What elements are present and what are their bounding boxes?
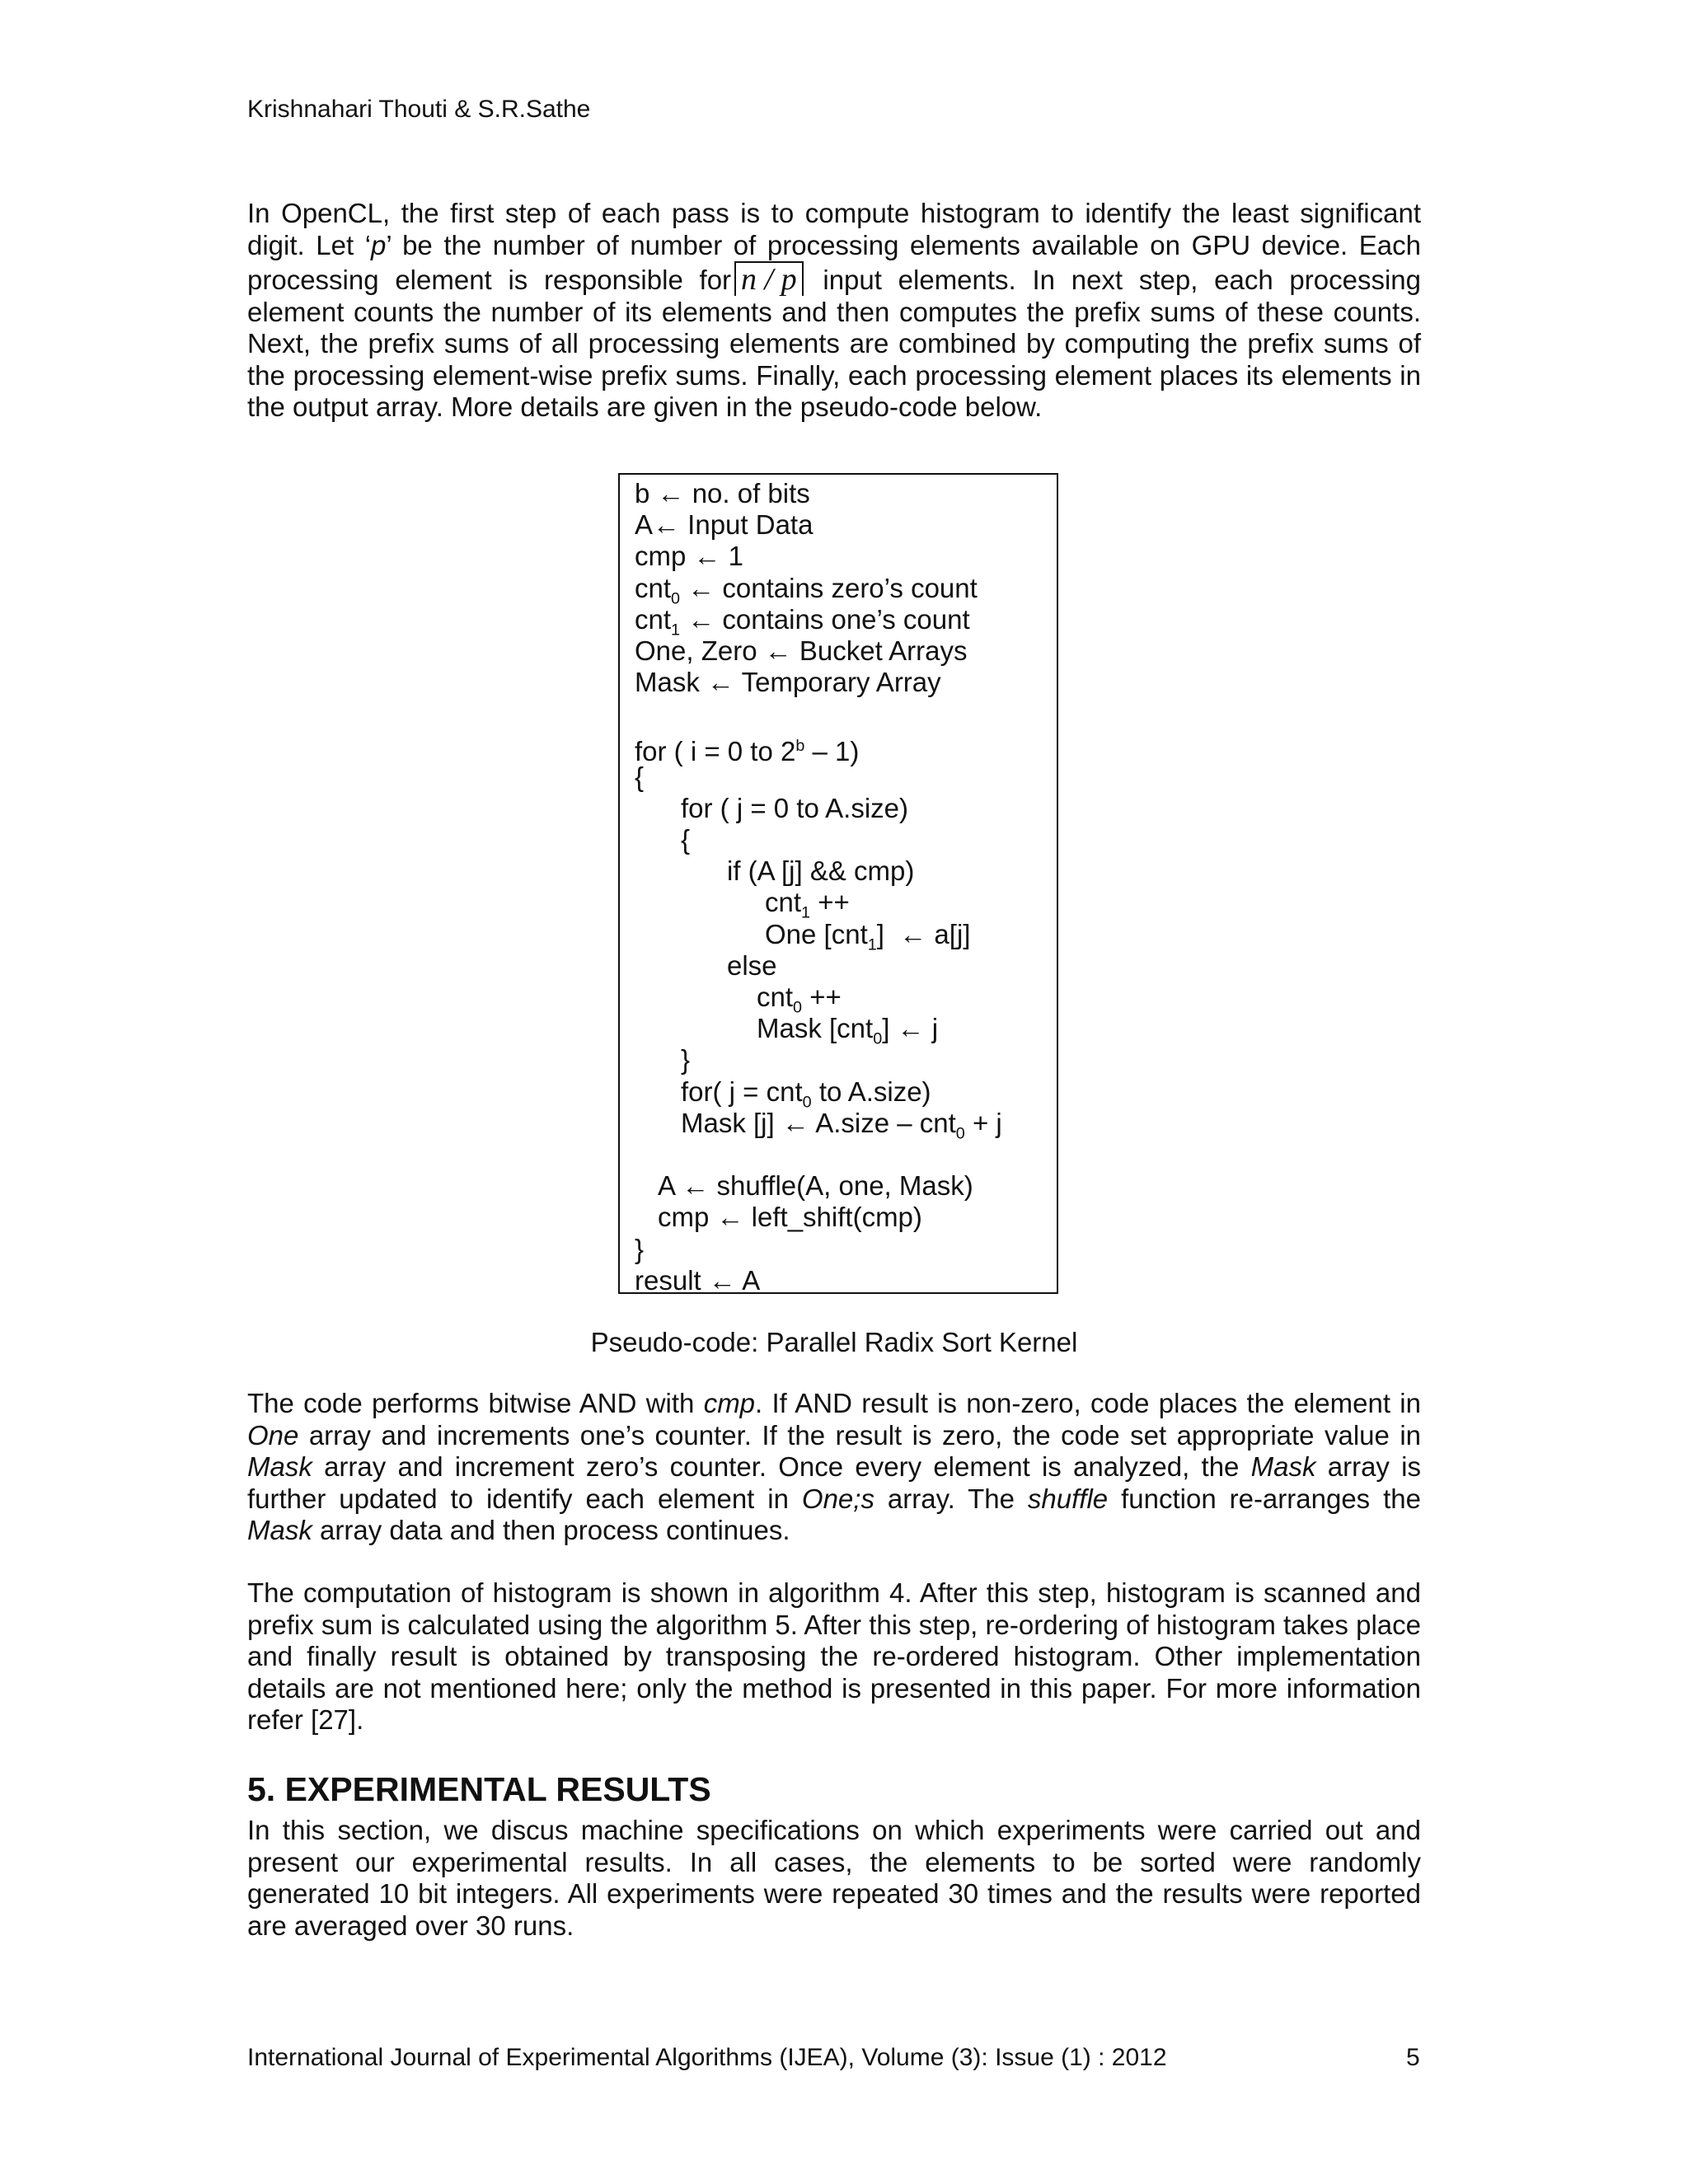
paragraph-histogram-computation: The computation of histogram is shown in algorithm 4. After this step, histogram is scanned and prefix sum is calculated using the algorithm 5. After this step, re-ordering of histogram takes place and finally result is obtained by transposing the re-ordered histogram. Other implementation details are not mentioned here; only the method is presented in this paper. For more information refer [27].: [247, 1577, 1421, 1735]
code-line: result ← A: [635, 1264, 761, 1296]
paragraph-opencl-histogram: [247, 198, 1421, 424]
code-line: else: [727, 949, 777, 981]
code-line: for ( i = 0 to 2$^b$ – 1): [635, 735, 860, 766]
code-blank-line: [635, 698, 1057, 729]
code-line: if (A [j] && cmp): [727, 855, 915, 887]
p1-variable-p: p: [371, 229, 387, 260]
code-line: Mask [j] ← A.size – cnt$_0$ + j: [681, 1107, 1002, 1143]
code-line: for( j = cnt$_0$ to A.size): [681, 1076, 931, 1112]
code-line: cmp ← left_shift(cmp): [658, 1202, 922, 1233]
code-line: for ( j = 0 to A.size): [681, 792, 909, 823]
code-line: b ← no. of bits: [635, 478, 810, 509]
section-heading: 5. EXPERIMENTAL RESULTS: [247, 1770, 711, 1808]
code-line: cnt$_0$ ++: [757, 982, 842, 1017]
running-header: Krishnahari Thouti & S.R.Sathe: [247, 96, 591, 123]
paragraph-experimental-results: In this section, we discus machine specifications on which experiments were carried out and present our experimental results. In all cases, the elements to be sorted were randomly generated 10 bit integers. All experiments were repeated 30 times and the results were reported are averaged over 30 runs.: [247, 1815, 1421, 1941]
code-line: cnt$_1$ ++: [765, 887, 850, 923]
code-line: }: [681, 1044, 691, 1076]
code-line: Mask ← Temporary Array: [635, 667, 941, 698]
code-line: {: [635, 761, 645, 792]
code-line: A ← shuffle(A, one, Mask): [658, 1170, 973, 1202]
code-line: cnt$_0$ ← contains zero’s count: [635, 572, 978, 608]
journal-footer: International Journal of Experimental Algorithms (IJEA), Volume (3): Issue (1) : 2012: [247, 2044, 1167, 2071]
code-line: cmp ← 1: [635, 541, 744, 572]
ceiling-n-over-p: n / p: [734, 261, 804, 296]
code-line: cnt$_1$ ← contains one’s count: [635, 603, 970, 640]
paragraph-code-explanation: The code performs bitwise AND with cmp. If AND result is non-zero, code places the element in One array and increments one’s counter. If the result is zero, the code set appropriate value in Mask array and increment zero’s counter. Once every element is analyzed, the Mask array is further updated to identify each element in One;s array. The shuffle function re-arranges the Mask array data and then process continues.: [247, 1388, 1421, 1545]
code-caption: Pseudo-code: Parallel Radix Sort Kernel: [590, 1327, 1078, 1357]
code-blank-line: [635, 1139, 1057, 1170]
code-line: One, Zero ← Bucket Arrays: [635, 635, 968, 666]
code-line: One [cnt$_1$] ← a[j]: [765, 918, 971, 954]
p1-text-a: In OpenCL, the first step of each pass is to compute histogram to identify the least significant digit. Let ‘: [247, 198, 1421, 260]
p1-text-b: ’ be the number of number of processing elements available on GPU device. Each processing element is responsible for: [247, 229, 1421, 295]
code-line: Mask [cnt$_0$] ← j: [757, 1013, 939, 1048]
code-line: }: [635, 1233, 645, 1264]
code-line: {: [681, 824, 691, 855]
page-number: 5: [1406, 2044, 1420, 2071]
code-line: A← Input Data: [635, 509, 814, 541]
pseudo-code-box: [618, 473, 1058, 1294]
p1-text-c: input elements. In next step, each processing element counts the number of its elements and then computes the prefix sums of these counts. Next, the prefix sums of all processing elements are combined by computing the prefix sums of the processing element-wise prefix sums. Finally, each processing element places its elements in the output array. More details are given in the pseudo-code below.: [247, 265, 1421, 422]
